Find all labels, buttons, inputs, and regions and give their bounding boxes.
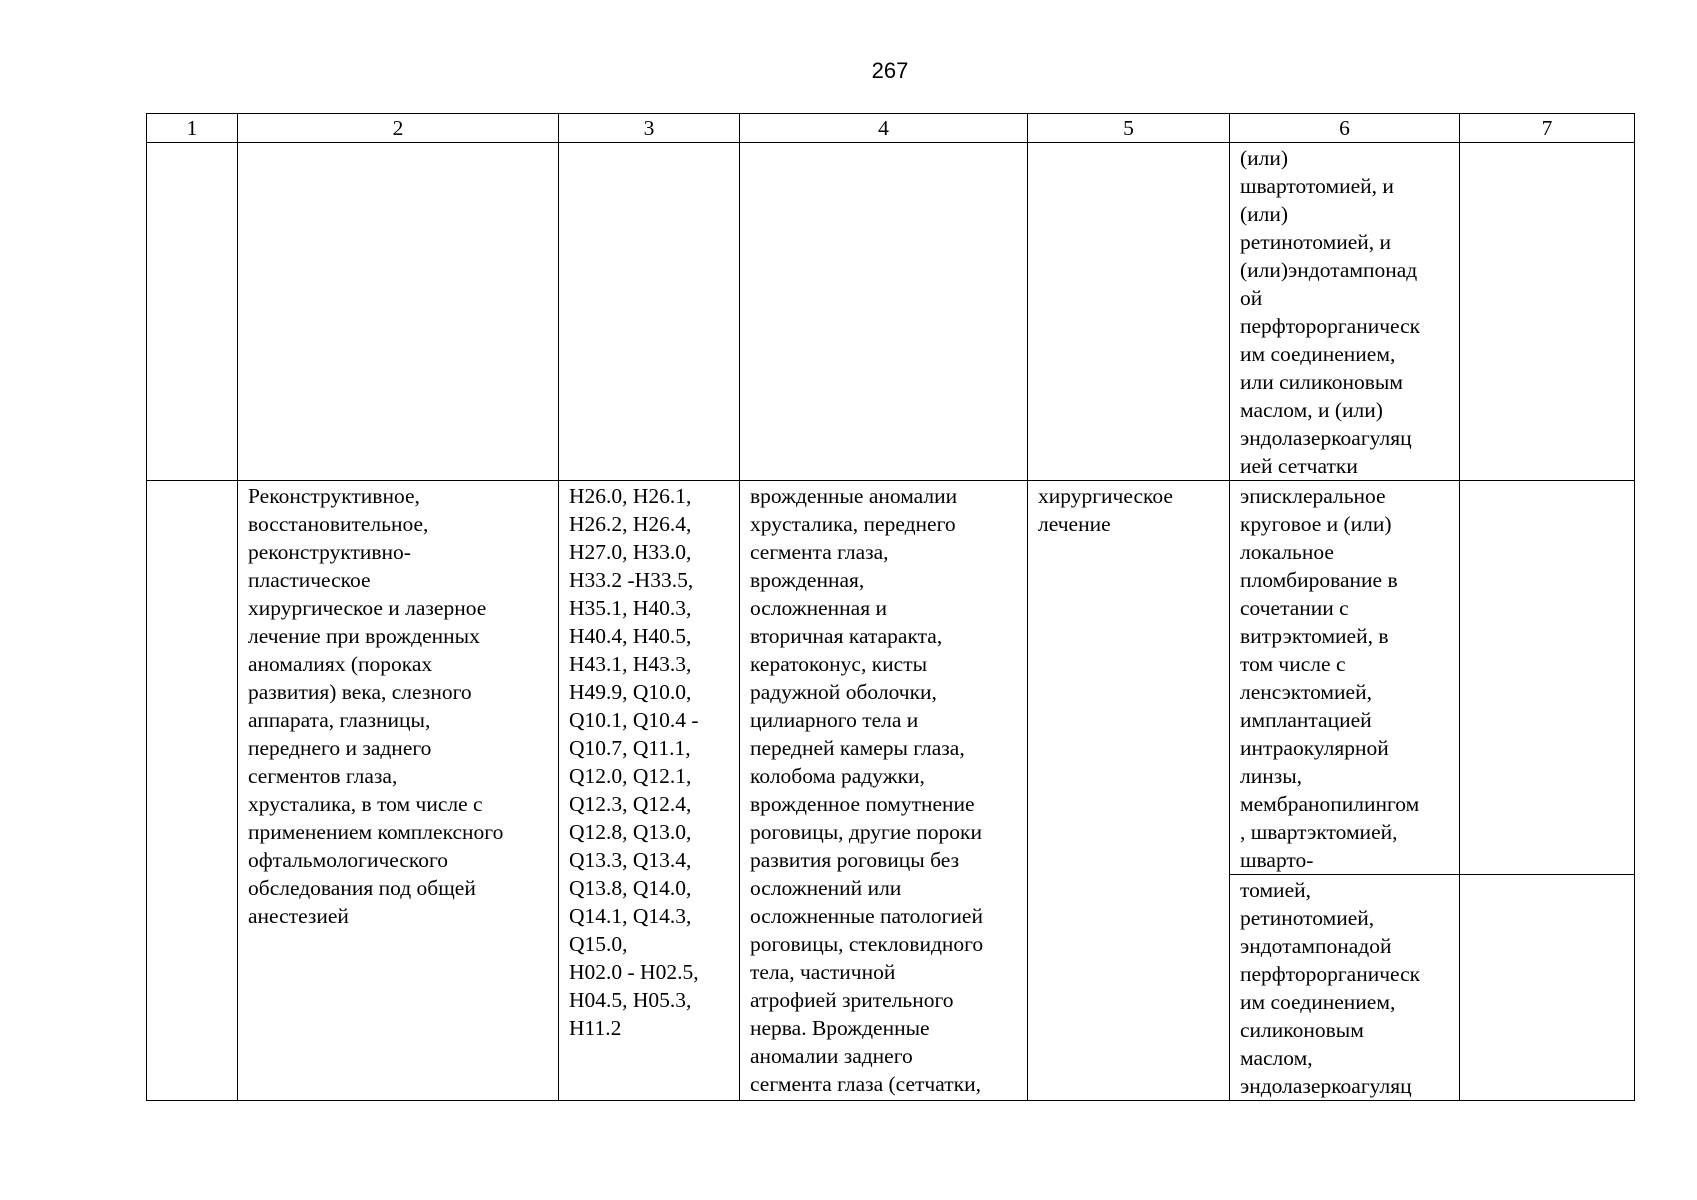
column-header-5: 5 — [1028, 114, 1230, 143]
cell-col1 — [147, 143, 238, 481]
cell-col1 — [147, 481, 238, 1101]
cell-col3-icd-codes — [559, 481, 740, 1101]
cell-col5 — [1028, 143, 1230, 481]
patient-model-text: врожденные аномалии хрусталика, переднего сегмента глаза, врожденная, осложненная и вторичная катаракта, кератоконус, кисты радужной оболочки, цилиарного тела и передней камеры глаза, колобома радужки, врожденное помутнение роговицы, другие пороки развития роговицы без осложнений или осложненные патологией роговицы, стекловидного тела, частичной атрофией зрительного нерва. Врожденные аномалии заднего сегмента глаза (сетчатки, — [750, 484, 984, 1096]
cell-col3 — [559, 143, 740, 481]
cell-col4-patient-model — [740, 481, 1028, 1101]
table-row — [147, 481, 1635, 875]
cell-col6-treatment-method — [1230, 481, 1460, 875]
table-row — [147, 143, 1635, 481]
cell-col6-treatment-method — [1230, 875, 1460, 1101]
cell-col6-treatment-method — [1230, 143, 1460, 481]
care-type-text: Реконструктивное, восстановительное, реконструктивно- пластическое хирургическое и лазерное лечение при врожденных аномалиях (пороках развития) века, слезного аппарата, глазницы, переднего и заднего сегментов глаза, хрусталика, в том числе с применением комплексного офтальмологического обследования под общей анестезией — [248, 484, 504, 928]
page-number: 267 — [871, 58, 909, 83]
column-header-2: 2 — [238, 114, 559, 143]
cell-col4 — [740, 143, 1028, 481]
column-header-4: 4 — [740, 114, 1028, 143]
icd-codes-text: H26.0, H26.1, H26.2, H26.4, H27.0, H33.0, H33.2 -H33.5, H35.1, H40.3, H40.4, H40.5, H43.1, H43.3, H49.9, Q10.0, Q10.1, Q10.4 - Q10.7, Q11.1, Q12.0, Q12.1, Q12.3, Q12.4, Q12.8, Q13.0, Q13.3, Q13.4, Q13.8, Q14.0, Q14.1, Q14.3, Q15.0, H02.0 - H02.5, H04.5, H05.3, H11.2 — [569, 484, 699, 1040]
header-row — [147, 114, 1635, 143]
treatment-method-text: томией, ретинотомией, эндотампонадой перфторорганическ им соединением, силиконовым маслом, эндолазеркоагуляц — [1240, 878, 1421, 1098]
cell-col2-care-type — [238, 481, 559, 1101]
cell-col7 — [1460, 143, 1635, 481]
column-header-7: 7 — [1460, 114, 1635, 143]
column-header-1: 1 — [147, 114, 238, 143]
medical-procedures-table — [146, 113, 1635, 1101]
treatment-method-text: (или) швартотомией, и (или) ретинотомией, и (или)эндотампонад ой перфторорганическ им соединением, или силиконовым маслом, и (или) эндолазеркоагуляц ией сетчатки — [1240, 146, 1421, 478]
cell-col7 — [1460, 481, 1635, 875]
treatment-type-text: хирургическое лечение — [1038, 484, 1173, 536]
column-header-3: 3 — [559, 114, 740, 143]
treatment-method-text: эписклеральное круговое и (или) локальное пломбирование в сочетании с витрэктомией, в том числе с ленсэктомией, имплантацией интраокулярной линзы, мембранопилингом , швартэктомией, шварто- — [1240, 484, 1420, 872]
cell-col5-treatment-type — [1028, 481, 1230, 1101]
cell-col2 — [238, 143, 559, 481]
column-header-6: 6 — [1230, 114, 1460, 143]
cell-col7 — [1460, 875, 1635, 1101]
